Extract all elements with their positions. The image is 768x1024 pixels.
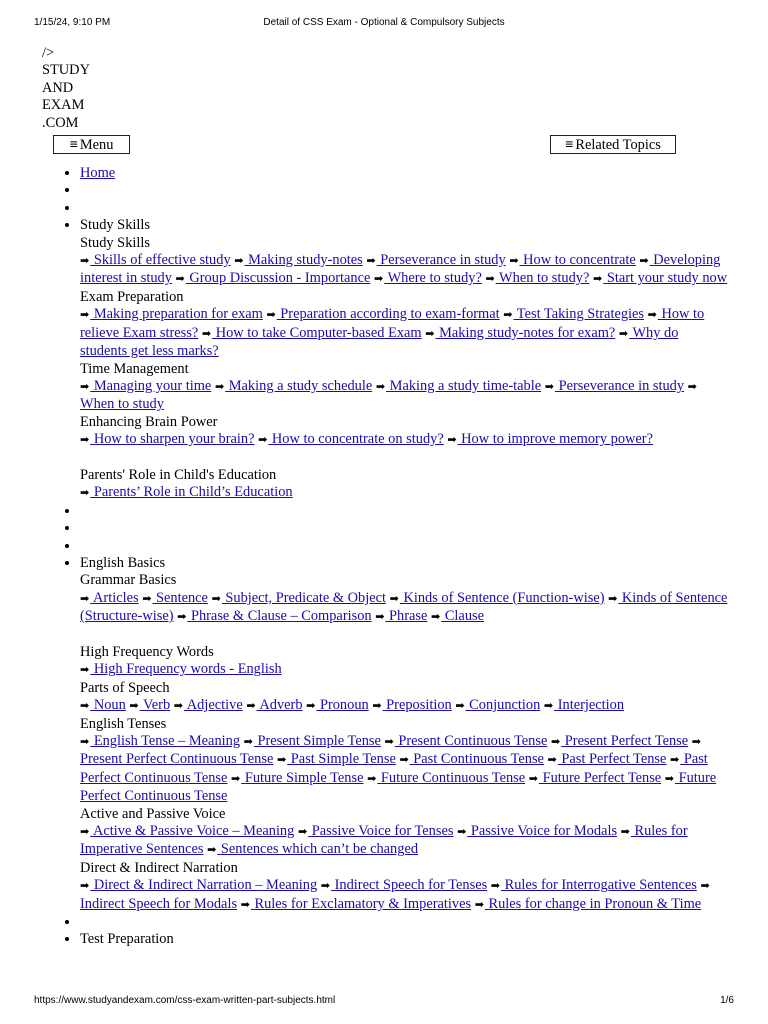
- topic-link[interactable]: Making preparation for exam: [90, 306, 263, 323]
- arrow-right-icon: ➡: [234, 255, 244, 268]
- section-heading: Direct & Indirect Narration: [80, 859, 238, 876]
- topic-link[interactable]: Phrase: [385, 608, 428, 625]
- topic-link[interactable]: Parents’ Role in Child’s Education: [90, 484, 293, 501]
- topic-link[interactable]: Why do students get less marks?: [80, 324, 679, 360]
- section-heading: Study Skills: [80, 234, 150, 251]
- section-links: [80, 484, 728, 502]
- arrow-right-icon: ➡: [243, 736, 253, 748]
- topic-link[interactable]: Phrase & Clause – Comparison: [187, 608, 372, 625]
- topic-link[interactable]: Indirect Speech for Tenses: [331, 877, 488, 894]
- topic-link[interactable]: Present Continuous Tense: [394, 733, 548, 749]
- nav-item-empty: [80, 503, 728, 520]
- nav-item-empty: [80, 200, 728, 217]
- logo-line: AND: [42, 79, 74, 96]
- arrow-right-icon: ➡: [258, 434, 268, 447]
- topic-link[interactable]: Present Simple Tense: [253, 733, 381, 749]
- arrow-right-icon: ➡: [664, 772, 675, 785]
- topic-link[interactable]: Managing your time: [90, 377, 212, 394]
- topic-link[interactable]: Making study-notes: [244, 252, 363, 269]
- topic-link[interactable]: Making study-notes for exam?: [435, 324, 616, 341]
- topic-link[interactable]: Noun: [90, 697, 126, 714]
- topic-link[interactable]: Preparation according to exam-format: [276, 306, 500, 323]
- topic-link[interactable]: Indirect Speech for Modals: [80, 895, 238, 912]
- button-bar: [42, 135, 728, 157]
- arrow-right-icon: ➡: [547, 754, 557, 767]
- section-links: [80, 697, 728, 715]
- arrow-right-icon: ➡: [80, 487, 90, 500]
- section-heading: Parts of Speech: [80, 679, 170, 696]
- print-header: [34, 17, 734, 28]
- arrow-right-icon: ➡: [431, 611, 441, 624]
- arrow-right-icon: ➡: [173, 700, 183, 713]
- topic-link[interactable]: Rules for change in Pronoun & Time: [484, 895, 702, 912]
- topic-link[interactable]: How to sharpen your brain?: [90, 431, 255, 448]
- topic-link[interactable]: Where to study?: [384, 270, 482, 287]
- nav-item-study-skills: [80, 217, 728, 502]
- section-links: [80, 733, 728, 806]
- arrow-right-icon: ➡: [306, 700, 316, 713]
- topic-link[interactable]: When to study: [80, 396, 164, 413]
- arrow-right-icon: ➡: [700, 880, 710, 893]
- arrow-right-icon: ➡: [389, 592, 399, 605]
- arrow-right-icon: ➡: [474, 898, 484, 911]
- related-topics-label: Related Topics: [575, 137, 661, 154]
- arrow-right-icon: ➡: [593, 273, 603, 286]
- section-heading: High Frequency Words: [80, 643, 214, 660]
- arrow-right-icon: ➡: [211, 592, 221, 605]
- hamburger-icon: ≡: [69, 137, 78, 154]
- arrow-right-icon: ➡: [374, 273, 384, 286]
- arrow-right-icon: ➡: [447, 434, 457, 447]
- arrow-right-icon: ➡: [620, 826, 630, 839]
- arrow-right-icon: ➡: [509, 255, 519, 268]
- topic-link[interactable]: Sentences which can’t be changed: [217, 841, 419, 858]
- section-heading: English Tenses: [80, 715, 167, 732]
- arrow-right-icon: ➡: [384, 736, 394, 748]
- arrow-right-icon: ➡: [647, 309, 657, 322]
- topic-link[interactable]: Adjective: [183, 697, 243, 714]
- topic-link[interactable]: Rules for Interrogative Sentences: [501, 877, 697, 894]
- arrow-right-icon: ➡: [297, 826, 308, 839]
- arrow-right-icon: ➡: [231, 772, 241, 785]
- topic-link[interactable]: Passive Voice for Tenses: [308, 823, 454, 840]
- section-links: [80, 252, 728, 289]
- nav-item-empty: [80, 914, 728, 931]
- topic-link[interactable]: Articles: [90, 589, 139, 606]
- topic-link[interactable]: When to study?: [495, 270, 590, 287]
- arrow-right-icon: ➡: [276, 754, 287, 767]
- arrow-right-icon: ➡: [550, 736, 561, 748]
- arrow-right-icon: ➡: [425, 327, 435, 340]
- topic-link[interactable]: Rules for Imperative Sentences: [80, 823, 688, 858]
- logo-line: .COM: [42, 114, 79, 131]
- print-datetime: 1/15/24, 9:10 PM: [34, 17, 111, 28]
- arrow-right-icon: ➡: [490, 880, 501, 893]
- logo-line: EXAM: [42, 97, 85, 114]
- menu-button[interactable]: [53, 135, 130, 154]
- arrow-right-icon: ➡: [366, 255, 376, 268]
- arrow-right-icon: ➡: [543, 700, 554, 713]
- nav-item-empty: [80, 182, 728, 199]
- topic-link[interactable]: Adverb: [256, 697, 303, 714]
- arrow-right-icon: ➡: [375, 380, 386, 393]
- topic-link[interactable]: Interjection: [554, 697, 625, 714]
- nav-item-english-basics: [80, 555, 728, 914]
- topic-link[interactable]: Past Continuous Tense: [409, 751, 544, 768]
- arrow-right-icon: ➡: [142, 592, 152, 605]
- topic-link[interactable]: Direct & Indirect Narration – Meaning: [90, 877, 318, 894]
- topic-link[interactable]: Kinds of Sentence (Function-wise): [399, 589, 605, 606]
- arrow-right-icon: ➡: [80, 380, 90, 393]
- topic-link[interactable]: Active & Passive Voice – Meaning: [90, 823, 295, 840]
- section-links: [80, 378, 728, 414]
- menu-button-label: Menu: [79, 137, 114, 154]
- print-doc-title: Detail of CSS Exam - Optional & Compulsory Subjects: [263, 17, 505, 28]
- topic-link[interactable]: Past Perfect Tense: [557, 751, 667, 768]
- arrow-right-icon: ➡: [177, 611, 187, 624]
- section-links: [80, 877, 728, 914]
- topic-link[interactable]: Past Simple Tense: [287, 751, 396, 768]
- topic-link[interactable]: English Tense – Meaning: [90, 733, 241, 749]
- topic-link[interactable]: Future Perfect Tense: [538, 769, 662, 786]
- arrow-right-icon: ➡: [80, 826, 90, 839]
- section-heading: Exam Preparation: [80, 288, 184, 305]
- arrow-right-icon: ➡: [129, 700, 139, 713]
- arrow-right-icon: ➡: [80, 434, 90, 447]
- arrow-right-icon: ➡: [240, 898, 250, 911]
- topic-link[interactable]: How to concentrate on study?: [268, 431, 444, 448]
- arrow-right-icon: ➡: [687, 380, 697, 393]
- topic-link[interactable]: Present Perfect Tense: [561, 733, 689, 749]
- home-link[interactable]: Home: [80, 165, 116, 182]
- arrow-right-icon: ➡: [80, 255, 90, 268]
- topic-link[interactable]: Skills of effective study: [90, 252, 231, 269]
- arrow-right-icon: ➡: [691, 736, 701, 748]
- arrow-right-icon: ➡: [266, 309, 276, 322]
- topic-link[interactable]: Future Simple Tense: [241, 769, 364, 786]
- arrow-right-icon: ➡: [246, 700, 256, 713]
- section-links: [80, 823, 728, 860]
- topic-link[interactable]: Developing interest in study: [80, 252, 721, 287]
- section-links: [80, 431, 728, 449]
- nav-item-label: • Study Skills: [80, 217, 150, 234]
- section-heading: Grammar Basics: [80, 572, 177, 589]
- nav-item-label: Test Preparation: [80, 931, 174, 948]
- arrow-right-icon: ➡: [670, 754, 680, 767]
- arrow-right-icon: ➡: [503, 309, 513, 322]
- topic-link[interactable]: Future Continuous Tense: [377, 769, 526, 786]
- print-footer: [34, 995, 734, 1006]
- topic-link[interactable]: Sentence: [152, 589, 208, 606]
- arrow-right-icon: ➡: [485, 273, 495, 286]
- logo-line: />: [42, 45, 55, 61]
- nav-item-home: [80, 165, 728, 182]
- topic-link[interactable]: High Frequency words - English: [90, 661, 282, 678]
- topic-link[interactable]: Present Perfect Continuous Tense: [80, 751, 274, 768]
- arrow-right-icon: ➡: [214, 380, 225, 393]
- main-nav: [42, 165, 728, 949]
- topic-link[interactable]: How to improve memory power?: [457, 431, 653, 448]
- topic-link[interactable]: Making a study schedule: [225, 377, 373, 394]
- arrow-right-icon: ➡: [201, 327, 212, 340]
- arrow-right-icon: ➡: [528, 772, 538, 785]
- arrow-right-icon: ➡: [175, 273, 185, 286]
- topic-link[interactable]: Conjunction: [465, 697, 541, 714]
- topic-link[interactable]: Perseverance in study: [554, 377, 685, 394]
- arrow-right-icon: ➡: [399, 754, 409, 767]
- arrow-right-icon: ➡: [80, 880, 90, 893]
- topic-link[interactable]: Clause: [441, 608, 484, 625]
- section-heading: Time Management: [80, 360, 189, 377]
- arrow-right-icon: ➡: [80, 736, 90, 748]
- arrow-right-icon: ➡: [457, 826, 467, 839]
- topic-link[interactable]: Past Perfect Continuous Tense: [80, 751, 708, 786]
- print-url: https://www.studyandexam.com/css-exam-written-part-subjects.html: [34, 995, 336, 1006]
- arrow-right-icon: ➡: [618, 327, 629, 340]
- topic-link[interactable]: How to concentrate: [519, 252, 636, 269]
- topic-link[interactable]: Perseverance in study: [376, 252, 506, 269]
- nav-item-test-preparation: [80, 931, 728, 948]
- section-links: [80, 661, 728, 679]
- topic-link[interactable]: Subject, Predicate & Object: [221, 589, 387, 606]
- arrow-right-icon: ➡: [320, 880, 331, 893]
- arrow-right-icon: ➡: [80, 700, 90, 713]
- section-heading: Active and Passive Voice: [80, 805, 226, 822]
- arrow-right-icon: ➡: [367, 772, 377, 785]
- arrow-right-icon: ➡: [455, 700, 465, 713]
- topic-link[interactable]: Verb: [139, 697, 171, 714]
- topic-link[interactable]: Preposition: [382, 697, 452, 714]
- arrow-right-icon: ➡: [372, 700, 382, 713]
- arrow-right-icon: ➡: [80, 664, 90, 677]
- arrow-right-icon: ➡: [639, 255, 649, 268]
- study-skills-submenu: [80, 235, 728, 503]
- topic-link[interactable]: Test Taking Strategies: [513, 306, 645, 323]
- topic-link[interactable]: Pronoun: [316, 697, 369, 714]
- print-page-number: 1/6: [720, 995, 734, 1006]
- nav-item-empty: [80, 520, 728, 537]
- english-basics-submenu: [80, 572, 728, 914]
- topic-link[interactable]: Kinds of Sentence (Structure-wise): [80, 589, 728, 625]
- topic-link[interactable]: Rules for Exclamatory & Imperatives: [250, 895, 472, 912]
- arrow-right-icon: ➡: [544, 380, 554, 393]
- section-links: [80, 590, 728, 627]
- arrow-right-icon: ➡: [375, 611, 385, 624]
- topic-link[interactable]: Start your study now: [603, 270, 728, 287]
- topic-link[interactable]: Group Discussion - Importance: [185, 270, 371, 287]
- logo-line: STUDY: [42, 62, 90, 79]
- topic-link[interactable]: How to take Computer-based Exam: [212, 324, 422, 341]
- arrow-right-icon: ➡: [80, 309, 90, 322]
- site-logo[interactable]: [42, 45, 728, 132]
- topic-link[interactable]: How to relieve Exam stress?: [80, 306, 705, 341]
- page-content: [42, 45, 728, 949]
- nav-item-label: • English Basics: [80, 554, 166, 571]
- section-heading: Parents' Role in Child's Education: [80, 466, 277, 483]
- section-heading: Enhancing Brain Power: [80, 413, 218, 430]
- arrow-right-icon: ➡: [608, 592, 618, 605]
- nav-item-empty: [80, 538, 728, 555]
- topic-link[interactable]: Making a study time-table: [386, 377, 542, 394]
- related-topics-button[interactable]: [550, 135, 676, 154]
- arrow-right-icon: ➡: [80, 592, 90, 605]
- topic-link[interactable]: Passive Voice for Modals: [467, 823, 618, 840]
- topic-link[interactable]: Future Perfect Continuous Tense: [80, 769, 717, 805]
- hamburger-icon: ≡: [565, 137, 574, 154]
- section-links: [80, 306, 728, 360]
- arrow-right-icon: ➡: [207, 844, 217, 857]
